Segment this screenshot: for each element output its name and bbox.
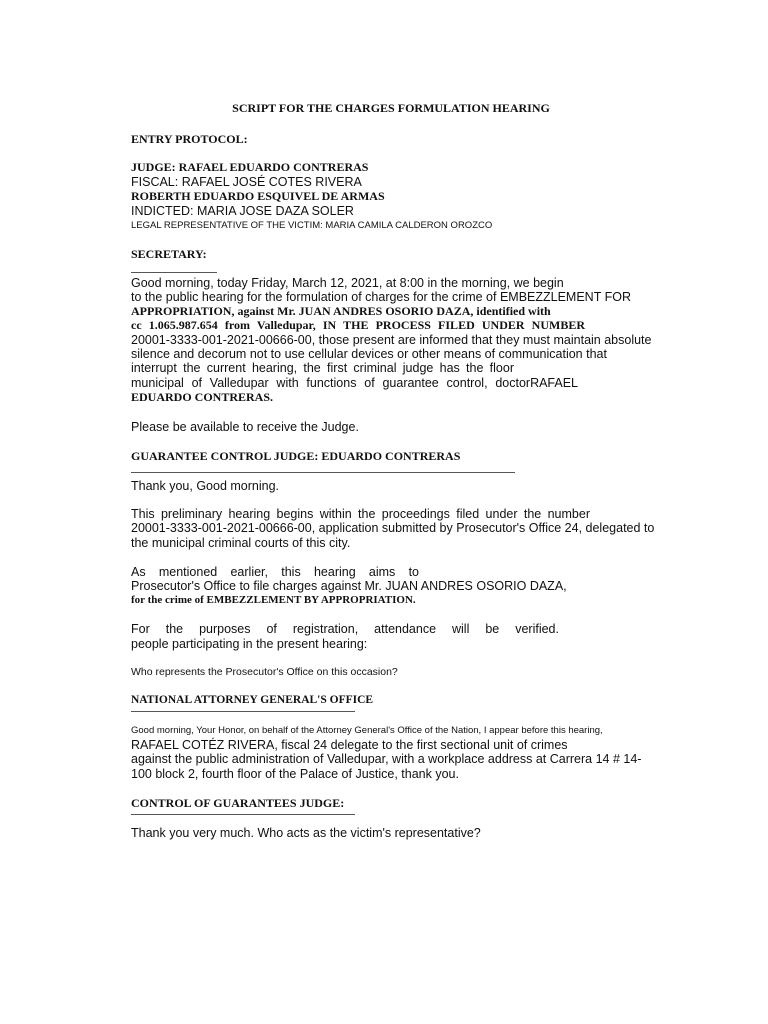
guarantee-judge-line: for the crime of EMBEZZLEMENT BY APPROPRIATION. <box>131 594 416 606</box>
document-title: SCRIPT FOR THE CHARGES FORMULATION HEARING <box>232 101 550 115</box>
guarantee-judge-line: 20001-3333-001-2021-00666-00, application submitted by Prosecutor's Office 24, delegated to <box>131 521 655 535</box>
secretary-line: Good morning, today Friday, March 12, 2021, at 8:00 in the morning, we begin <box>131 276 564 290</box>
participant-victim-representative: LEGAL REPRESENTATIVE OF THE VICTIM: MARIA CAMILA CALDERON OROZCO <box>131 220 493 231</box>
participant-defender: ROBERTH EDUARDO ESQUIVEL DE ARMAS <box>131 189 385 203</box>
secretary-line: silence and decorum not to use cellular devices or other means of communication that <box>131 347 607 361</box>
guarantee-judge-line: For the purposes of registration, attendance will be verified. <box>131 622 559 636</box>
entry-protocol-heading: ENTRY PROTOCOL: <box>131 132 248 146</box>
secretary-line: cc 1.065.987.654 from Valledupar, IN THE PROCESS FILED UNDER NUMBER <box>131 318 585 332</box>
guarantee-judge-greeting: Thank you, Good morning. <box>131 479 279 493</box>
participant-judge: JUDGE: RAFAEL EDUARDO CONTRERAS <box>131 160 369 174</box>
attorney-general-line: RAFAEL COTÉZ RIVERA, fiscal 24 delegate to the first sectional unit of crimes <box>131 738 568 752</box>
guarantee-judge-line: people participating in the present hearing: <box>131 637 368 651</box>
attorney-general-line: against the public administration of Valledupar, with a workplace address at Carrera 14 # 14- <box>131 752 642 766</box>
control-judge-heading: CONTROL OF GUARANTEES JUDGE: <box>131 796 345 810</box>
attorney-general-intro: Good morning, Your Honor, on behalf of the Attorney General's Office of the Nation, I appear before this hearing, <box>131 725 603 736</box>
secretary-line: 20001-3333-001-2021-00666-00, those present are informed that they must maintain absolute <box>131 333 652 347</box>
secretary-line: EDUARDO CONTRERAS. <box>131 390 274 404</box>
guarantee-judge-question: Who represents the Prosecutor's Office on this occasion? <box>131 666 398 678</box>
guarantee-judge-line: the municipal criminal courts of this city. <box>131 536 351 550</box>
secretary-line: municipal of Valledupar with functions of guarantee control, doctorRAFAEL <box>131 376 578 390</box>
secretary-line: APPROPRIATION, against Mr. JUAN ANDRES OSORIO DAZA, identified with <box>131 304 551 318</box>
attorney-general-heading: NATIONAL ATTORNEY GENERAL'S OFFICE <box>131 694 374 706</box>
guarantee-judge-line: Prosecutor's Office to file charges against Mr. JUAN ANDRES OSORIO DAZA, <box>131 579 567 593</box>
attorney-general-underline <box>131 711 355 712</box>
secretary-line: to the public hearing for the formulation of charges for the crime of EMBEZZLEMENT FOR <box>131 290 631 304</box>
control-judge-underline <box>131 814 355 815</box>
secretary-underline <box>131 272 217 273</box>
guarantee-judge-heading: GUARANTEE CONTROL JUDGE: EDUARDO CONTRERAS <box>131 449 461 463</box>
attorney-general-line: 100 block 2, fourth floor of the Palace of Justice, thank you. <box>131 767 459 781</box>
secretary-line: interrupt the current hearing, the first criminal judge has the floor <box>131 361 514 375</box>
secretary-closing: Please be available to receive the Judge. <box>131 420 359 434</box>
participant-indicted: INDICTED: MARIA JOSE DAZA SOLER <box>131 204 354 218</box>
control-judge-line: Thank you very much. Who acts as the victim's representative? <box>131 826 481 840</box>
guarantee-judge-line: This preliminary hearing begins within the proceedings filed under the number <box>131 507 590 521</box>
participant-fiscal: FISCAL: RAFAEL JOSÉ COTES RIVERA <box>131 175 362 189</box>
guarantee-judge-line: As mentioned earlier, this hearing aims to <box>131 565 419 579</box>
secretary-heading: SECRETARY: <box>131 247 207 261</box>
guarantee-judge-underline <box>131 472 515 473</box>
